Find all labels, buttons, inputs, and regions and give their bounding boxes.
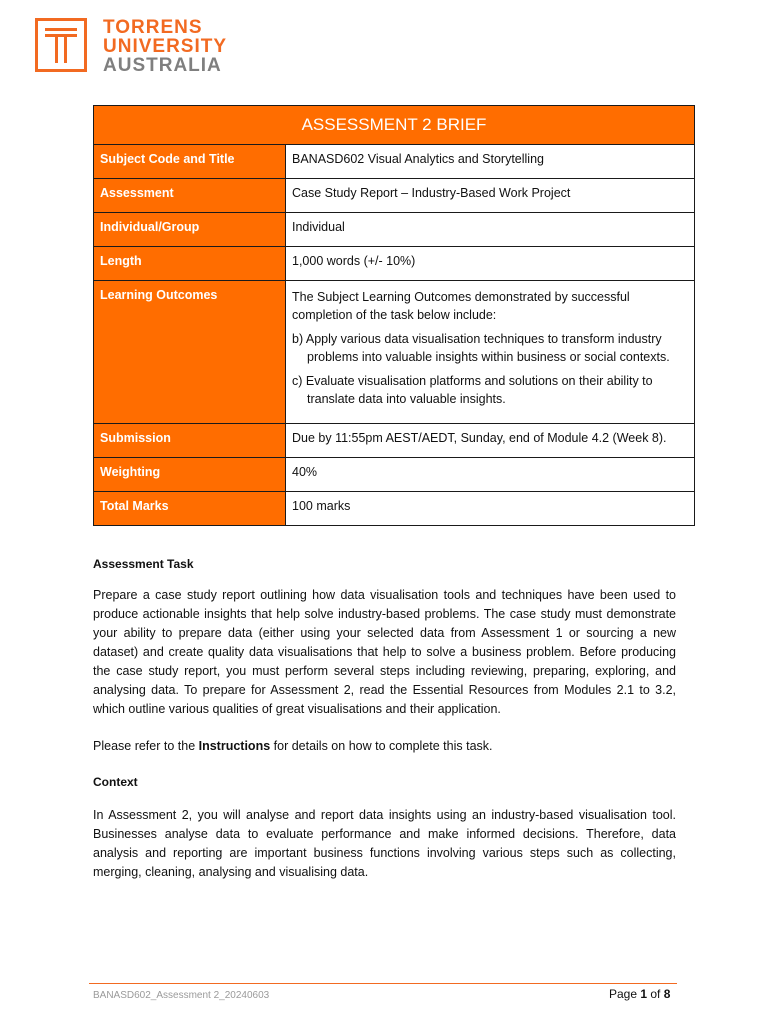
university-logo	[35, 18, 235, 78]
learning-outcome-item: b) Apply various data visualisation techniques to transform industry problems into valuable insights within business or social contexts.	[292, 332, 670, 364]
brief-value: Case Study Report – Industry-Based Work Project	[286, 179, 695, 213]
brief-row-weighting	[94, 458, 695, 492]
logo-line-university: UNIVERSITY	[103, 36, 228, 57]
page-number	[609, 987, 670, 1001]
footer-divider	[89, 983, 677, 984]
learning-outcomes-intro: The Subject Learning Outcomes demonstrated by successful completion of the task below include:	[292, 290, 630, 322]
brief-label: Length	[94, 247, 286, 281]
brief-label: Weighting	[94, 458, 286, 492]
assessment-task-heading: Assessment Task	[93, 557, 194, 571]
context-section	[93, 773, 676, 882]
learning-outcomes-value	[286, 281, 695, 424]
brief-label: Subject Code and Title	[94, 145, 286, 179]
brief-row-length	[94, 247, 695, 281]
brief-label: Learning Outcomes	[94, 281, 286, 424]
brief-label: Assessment	[94, 179, 286, 213]
assessment-task-paragraph: Prepare a case study report outlining how data visualisation tools and techniques have been used to produce actionable insights that help solve industry-based problems. The case study must demonstrate your ability to prepare data (either using your selected data from Assessment 1 or sourcing a new dataset) and create quality data visualisations that help to solve a business problem. Before producing the case study report, you must perform several steps including reviewing, preparing, exploring, and analysing data. To prepare for Assessment 2, read the Essential Resources from Modules 2.1 to 3.2, which outline various qualities of great visualisations and their application.	[93, 588, 676, 716]
brief-label: Individual/Group	[94, 213, 286, 247]
brief-row-submission	[94, 424, 695, 458]
brief-value: 1,000 words (+/- 10%)	[286, 247, 695, 281]
logo-line-australia: AUSTRALIA	[103, 55, 222, 76]
footer-document-id: BANASD602_Assessment 2_20240603	[93, 990, 270, 1001]
brief-label: Submission	[94, 424, 286, 458]
brief-value: Due by 11:55pm AEST/AEDT, Sunday, end of Module 4.2 (Week 8).	[286, 424, 695, 458]
brief-label: Total Marks	[94, 492, 286, 526]
refer-suffix: for details on how to complete this task.	[270, 739, 493, 753]
brief-row-assessment	[94, 179, 695, 213]
logo-line-torrens: TORRENS	[103, 17, 203, 38]
assessment-brief-table	[93, 105, 695, 526]
page-current: 1	[640, 987, 648, 1001]
page-word: Page	[609, 987, 641, 1001]
context-heading: Context	[93, 775, 138, 789]
refer-prefix: Please refer to the	[93, 739, 199, 753]
instructions-reference	[93, 737, 676, 756]
logo-wordmark	[103, 18, 227, 75]
page-total: 8	[663, 987, 671, 1001]
brief-value: 100 marks	[286, 492, 695, 526]
brief-title: ASSESSMENT 2 BRIEF	[94, 106, 695, 145]
brief-row-individual-group	[94, 213, 695, 247]
page-of: of	[647, 987, 664, 1001]
brief-value: 40%	[286, 458, 695, 492]
brief-row-total-marks	[94, 492, 695, 526]
brief-value: BANASD602 Visual Analytics and Storytelling	[286, 145, 695, 179]
brief-row-subject	[94, 145, 695, 179]
context-paragraph: In Assessment 2, you will analyse and report data insights using an industry-based visualisation tool. Businesses analyse data to evaluate performance and make informed decisions. Therefore, data analysis and reporting are important business functions involving various steps such as collecting, merging, cleaning, analysing and visualising data.	[93, 808, 676, 879]
torrens-logo-mark-icon	[35, 18, 87, 72]
instructions-link-text: Instructions	[198, 739, 271, 753]
assessment-task-section	[93, 555, 676, 756]
learning-outcome-item: c) Evaluate visualisation platforms and solutions on their ability to translate data into valuable insights.	[292, 374, 653, 406]
brief-row-learning-outcomes	[94, 281, 695, 424]
brief-value: Individual	[286, 213, 695, 247]
